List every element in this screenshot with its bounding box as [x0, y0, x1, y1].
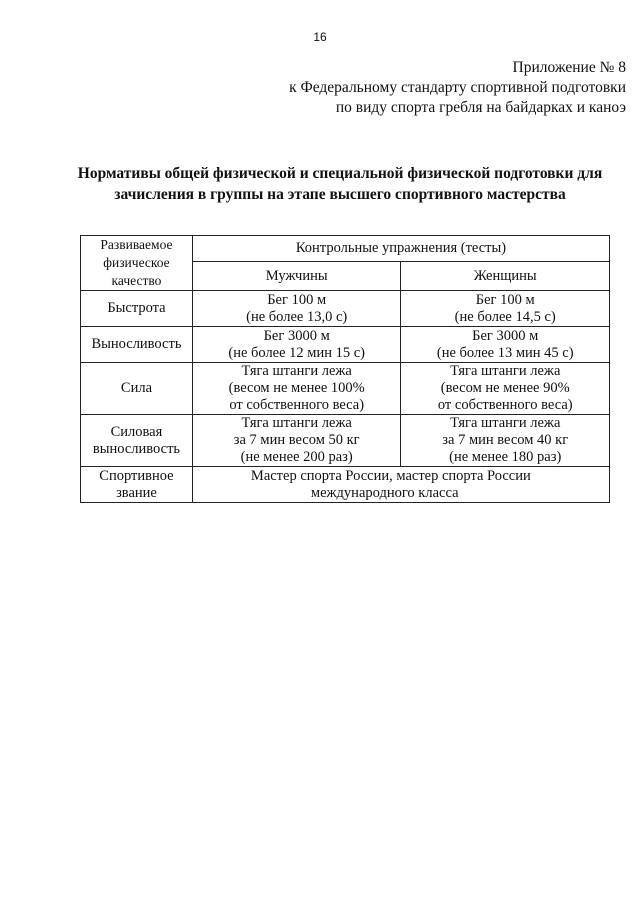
- norm-line: Тяга штанги лежа: [450, 363, 561, 379]
- norm-line: Тяга штанги лежа: [450, 415, 561, 431]
- norm-line: (не более 13,0 с): [246, 308, 348, 325]
- page-number: 16: [313, 30, 327, 44]
- norm-line: (весом не менее 100%: [228, 380, 365, 396]
- norms-table: [80, 235, 610, 503]
- norm-line: (не менее 200 раз): [240, 449, 353, 465]
- norm-line: Бег 100 м: [267, 291, 327, 308]
- header-quality-line: качество: [111, 273, 162, 288]
- document-title: [60, 163, 620, 205]
- norm-line: за 7 мин весом 50 кг: [233, 432, 360, 448]
- document-title-line-2: зачисления в группы на этапе высшего спортивного мастерства: [114, 186, 566, 203]
- norm-line: (весом не менее 90%: [440, 380, 570, 396]
- quality-cell: [81, 467, 193, 503]
- quality-cell: [81, 415, 193, 467]
- table-row: [81, 327, 610, 363]
- header-quality-line: Развиваемое: [100, 237, 173, 252]
- women-norm-cell: [401, 363, 610, 415]
- women-norm-cell: [401, 327, 610, 363]
- men-norm-cell: [192, 327, 401, 363]
- quality-line: звание: [116, 484, 157, 501]
- appendix-sport-ref: по виду спорта гребля на байдарках и каноэ: [335, 99, 626, 116]
- document-title-line-1: Нормативы общей физической и специальной физической подготовки для: [77, 165, 603, 182]
- header-quality-cell: [81, 236, 193, 291]
- norm-line: (не менее 180 раз): [449, 449, 562, 465]
- quality-cell: Быстрота: [81, 291, 193, 327]
- table-row-sport-title: [81, 467, 610, 503]
- men-norm-cell: [192, 415, 401, 467]
- quality-cell: Сила: [81, 363, 193, 415]
- norm-line: за 7 мин весом 40 кг: [442, 432, 569, 448]
- header-quality-line: физическое: [103, 255, 170, 270]
- sport-title-line: Мастер спорта России, мастер спорта России: [250, 467, 531, 484]
- table-row: [81, 415, 610, 467]
- quality-line: выносливость: [92, 440, 181, 457]
- norm-line: от собственного веса): [229, 397, 365, 413]
- norm-line: Бег 3000 м: [263, 327, 330, 344]
- appendix-standard-ref: к Федеральному стандарту спортивной подготовки: [289, 79, 626, 96]
- norm-line: (не более 14,5 с): [454, 308, 556, 325]
- men-norm-cell: [192, 291, 401, 327]
- norm-line: Бег 3000 м: [472, 327, 539, 344]
- norm-line: Тяга штанги лежа: [241, 363, 352, 379]
- norm-line: от собственного веса): [437, 397, 573, 413]
- norm-line: (не более 12 мин 15 с): [228, 344, 366, 361]
- sport-title-line: международного класса: [310, 484, 459, 501]
- header-men-cell: Мужчины: [192, 262, 401, 291]
- table-row: [81, 291, 610, 327]
- table-header-row: [81, 236, 610, 262]
- sport-title-cell: [192, 467, 609, 503]
- norm-line: Бег 100 м: [475, 291, 535, 308]
- header-women-cell: Женщины: [401, 262, 610, 291]
- norm-line: Тяга штанги лежа: [241, 415, 352, 431]
- women-norm-cell: [401, 415, 610, 467]
- quality-line: Силовая: [110, 423, 163, 440]
- norm-line: (не более 13 мин 45 с): [436, 344, 574, 361]
- appendix-header: [289, 58, 626, 118]
- quality-line: Спортивное: [99, 467, 174, 484]
- women-norm-cell: [401, 291, 610, 327]
- table-row: [81, 363, 610, 415]
- men-norm-cell: [192, 363, 401, 415]
- quality-cell: Выносливость: [81, 327, 193, 363]
- appendix-number: Приложение № 8: [512, 59, 626, 76]
- header-tests-cell: Контрольные упражнения (тесты): [192, 236, 609, 262]
